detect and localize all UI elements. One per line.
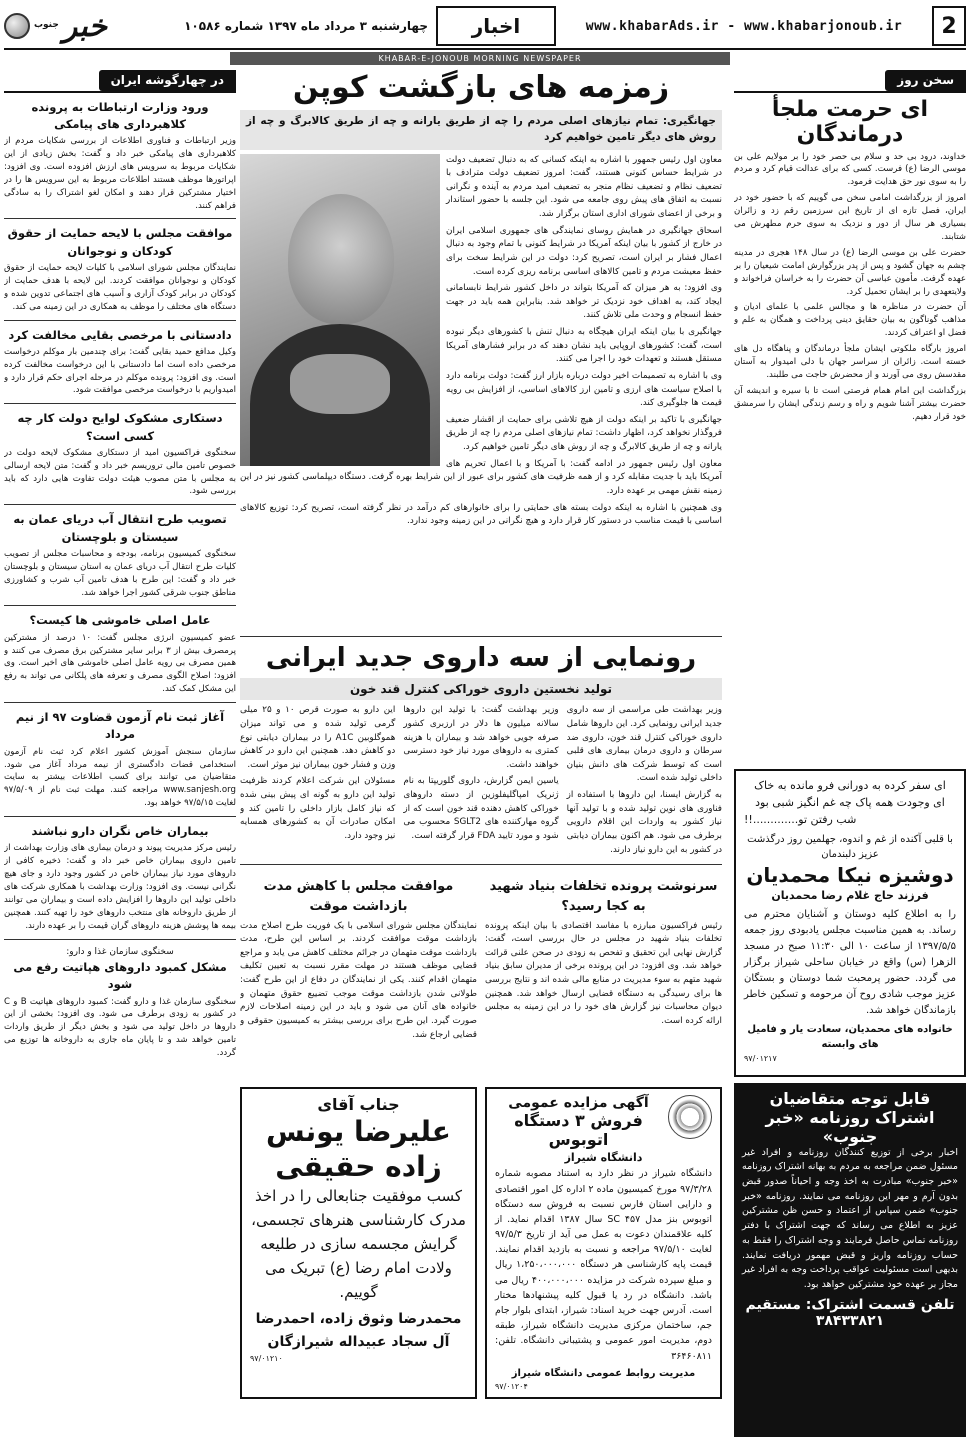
obituary-ad: [734, 769, 966, 1077]
brief-body: رئیس مرکز مدیریت پیوند و درمان بیماری های وزارت بهداشت از تامین داروی بیماران خاص خبر داد و گفت: ذخیره کافی از داروهای مورد نیاز بیماران خاص در کشور وجود دارد و جای هیچ نگرانی نیست. وی افزود: وزارت بهداشت با همکاری شرکت های داخلی تولید این داروها را افزایش داده است و بیماران می توانند از طریق داروخانه های منتخب داروهای خود را تهیه کنند. همچنین بیمه ها پوشش هزینه داروهای گران قیمت را بر عهده دارند.: [4, 843, 236, 931]
brief-title: مشکل کمبود داروهای هپاتیت رفع می شود: [13, 960, 227, 992]
paragraph: جهانگیری با بیان اینکه ایران هیچگاه به دنبال تنش با کشورهای دیگر نبوده است، گفت: کشورهای اروپایی باید نشان دهند که در برابر فشارهای آمریکا مستقل هستند و تعهدات خود را اجرا می کنند.: [446, 327, 722, 365]
congrats-salutation: جناب آقای: [317, 1095, 400, 1115]
brief-body: سخنگوی فراکسیون امید از دستکاری مشکوک لایحه دولت در خصوص تامین مالی تروریسم خبر داد و گفت: متن لایحه ارسالی به مجلس با متن مصوب هیئت دولت تفاوت هایی دارد که باید بررسی شود.: [4, 447, 236, 497]
paragraph: مسئولان این شرکت اعلام کردند ظرفیت تولید این دارو به گونه ای پیش بینی شده که نیاز کامل بازار داخلی را تامین کند و امکان صادرات آن به کشورهای همسایه نیز وجود دارد.: [240, 776, 396, 841]
paragraph: یاسین ایمن گزارش، داروی گلوریپتا به نام ژنریک امپاگلیفلوزین از دسته داروهای خوراکی کاهش دهنده قند خون است که از گروه مهارکننده های SGLT2 محسوب می شود و مورد تایید FDA قرار گرفته است.: [403, 776, 559, 841]
left-column: [4, 70, 236, 1432]
paragraph: وی افزود: به هر میزان که آمریکا بتواند در داخل کشور شرایط نابسامانی ایجاد کند، به اهداف خود نزدیک تر خواهد شد. بنابراین همه باید در جهت حفظ انسجام و وحدت ملی تلاش کنند.: [446, 283, 722, 321]
main-story: [240, 154, 722, 630]
subscription-body: اخبار برخی از توزیع کنندگان روزنامه و افراد غیر مسئول ضمن مراجعه به مردم به بهانه اشتراک روزنامه «خبر جنوب» مبادرت به اخذ وجه و احیاناً صدور قبض بدون آرم و مهر این روزنامه می نمایند. روزنامه «خبر جنوب» ضمن سپاس از اعتماد و حسن ظن مشترکین عزیز به اطلاع می رساند که جهت اشتراک با دفتر روزنامه تماس حاصل فرمایند و وجه اشتراک را فقط به حساب روزنامه واریز و قبض مهمور دریافت نمایند. بدیهی است مسئولیت عواقب پرداخت وجه به افراد غیر مجاز بر عهده خود مشترکین خواهد بود.: [742, 1146, 958, 1291]
brief-body: سخنگوی کمیسیون برنامه، بودجه و محاسبات مجلس از تصویب کلیات طرح انتقال آب دریای عمان به استان سیستان و بلوچستان خبر داد و گفت: این طرح با هدف تامین آب شرب و کشاورزی مناطق جنوب شرقی کشور اجرا خواهد شد.: [4, 548, 236, 598]
deceased-father: فرزند حاج غلام رضا محمدیان: [771, 888, 929, 902]
news-kicker: در چهارگوشه ایران: [99, 70, 236, 91]
obituary-text: را به اطلاع کلیه دوستان و آشنایان محترم می رساند. به همین مناسبت مجلس یادبودی روز جمعه ۱۳۹۷/۵/۵ از ساعت ۱۰ الی ۱۱:۳۰ صبح در مسجد الزهرا (س) واقع در خیابان ساحلی شیراز برگزار می گردد. حضور پرمحبت شما دوستان و بستگان عزیز موجب شادی روح آن مرحومه و تسکین خاطر بازماندگان خواهد شد.: [744, 908, 957, 1016]
editorial-title: ای حرمت ملجأ درماندگان: [771, 96, 929, 147]
brief-title: موافقت مجلس با لایحه حمایت از حقوق کودکان و نوجوانان: [7, 226, 233, 258]
brief-kicker: سخنگوی سازمان غذا و دارو:: [66, 946, 174, 957]
ad-code: ۹۷/۰۱۲۱۷: [744, 1053, 777, 1063]
subscription-title: قابل توجه متقاضیان اشتراک روزنامه «خبر جنوب»: [765, 1088, 935, 1146]
middle-column: [240, 70, 722, 1399]
auction-title: آگهی مزایده عمومی: [508, 1095, 649, 1112]
paragraph: جهانگیری با تاکید بر اینکه دولت از هیچ تلاشی برای حمایت از اقشار ضعیف فروگذار نخواهد کرد، اظهار داشت: تمام نیازهای اصلی مردم را چه از طریق یارانه و چه از طریق کالابرگ و چه از روش های دیگر تامین خواهیم کرد.: [446, 414, 722, 452]
page-number: 2: [932, 6, 966, 46]
drugs-subtitle: تولید نخستین داروی خوراکی کنترل قند خون: [240, 678, 722, 701]
brief-title: آغاز ثبت نام آزمون قضاوت ۹۷ از نیم مرداد: [15, 710, 225, 742]
issue-date: چهارشنبه ۳ مرداد ماه ۱۳۹۷ شماره ۱۰۵۸۶: [184, 18, 428, 33]
parliament-body: نمایندگان مجلس شورای اسلامی با یک فوریت طرح اصلاح مدت بازداشت موقت موافقت کردند. بر اساس این طرح، مدت بازداشت موقت متهمان در جرائم مختلف کاهش می یابد و مراجع قضایی موظف هستند در مهلت مقرر نسبت به تعیین تکلیف متهمان اقدام کنند. یکی از نمایندگان در دفاع از این طرح گفت: طولانی شدن بازداشت موقت موجب تضییع حقوق متهمان و خانواده های آنان می شود و باید در این زمینه اصلاحات لازم صورت گیرد. این طرح برای بررسی بیشتر به کمیسیون حقوقی و قضایی ارجاع شد.: [240, 920, 477, 1040]
brief-title: ورود وزارت ارتباطات به پرونده کلاهبرداری های پیامکی: [31, 99, 209, 131]
newspaper-logo: [4, 9, 128, 44]
paragraph: حضرت علی بن موسی الرضا (ع) در سال ۱۴۸ هجری در مدینه چشم به جهان گشود و پس از پدر بزرگوارش امامت شیعیان را بر عهده گرفت. مأمون عباسی آن حضرت را به خراسان فراخواند و ولایتعهدی را بر ایشان تحمیل کرد.: [734, 247, 966, 297]
paragraph: وی با اشاره به تصمیمات اخیر دولت درباره بازار ارز گفت: دولت برنامه دارد با اصلاح سیاست های ارزی و تامین ارز کالاهای اساسی، از افزایش بی رویه قیمت ها جلوگیری کند.: [446, 370, 722, 409]
martyr-story: [485, 871, 722, 1081]
paragraph: وزیر بهداشت گفت: با تولید این داروها سالانه میلیون ها دلار در ارزبری کشور صرفه جویی خواهد شد و بیماران با هزینه کمتری به داروهای مورد نیاز خود دسترسی خواهند داشت.: [403, 705, 559, 770]
logo-word: خبر: [62, 8, 108, 44]
drugs-body: [240, 704, 722, 858]
main-headline: زمزمه های بازگشت کوپن: [292, 70, 670, 105]
brief-body: عضو کمیسیون انرژی مجلس گفت: ۱۰ درصد از مشترکین پرمصرف بیش از ۳ برابر سایر مشترکین برق مصرف می کنند و همین مصرف بی رویه عامل اصلی خاموشی های اخیر است. وی افزود: اصلاح الگوی مصرف و تعرفه های پلکانی می تواند به رفع این مشکل کمک کند.: [4, 632, 236, 695]
section-title: اخبار: [436, 6, 556, 46]
paragraph: اسحاق جهانگیری در همایش روسای نمایندگی های جمهوری اسلامی ایران در خارج از کشور با بیان اینکه آمریکا در شرایط کنونی با تمام وجود به دنبال اعمال فشار بر ایران است، تصریح کرد: دولت در این شرایط سخت برای حفظ معیشت مردم و تامین کالاهای اساسی برنامه ریزی کرده است.: [446, 225, 722, 277]
obituary-intro: با قلبی آکنده از غم و اندوه، جهلمین روز درگذشت عزیز دلبندمان: [747, 833, 953, 861]
paragraph: به گزارش ایسنا، این داروها با استفاده از فناوری های نوین تولید شده و با تولید آنها نیاز کشور به واردات این اقلام دارویی برطرف می شود. هم اکنون بیماران دیابتی در کشور به این دارو نیاز دارند.: [566, 790, 722, 855]
brief-body: سازمان سنجش آموزش کشور اعلام کرد ثبت نام آزمون استخدامی قضات دادگستری از نیمه مرداد آغاز می شود. متقاضیان می توانند برای کسب اطلاعات بیشتر به سایت www.sanjesh.org مراجعه کنند. مهلت ثبت نام از ۹۷/۵/۰۹ لغایت ۹۷/۵/۱۵ خواهد بود.: [4, 746, 236, 809]
english-strap: KHABAR-E-JONOUB MORNING NEWSPAPER: [230, 52, 730, 65]
main-lead: جهانگیری: تمام نیازهای اصلی مردم را چه از طریق یارانه و چه از طریق کالابرگ و چه از روش های دیگر تامین خواهیم کرد: [240, 110, 722, 150]
brief-title: عامل اصلی خاموشی ها کیست؟: [29, 613, 211, 628]
auction-org: دانشگاه شیراز: [564, 1151, 643, 1165]
congratulation-ad: [240, 1087, 477, 1399]
editorial-body: [734, 151, 966, 763]
two-stories: [240, 871, 722, 1081]
congrats-signers: محمدرضا وثوق زاده، احمدرضا آل سجاد عبیداله شیرازگان: [255, 1311, 462, 1350]
brief-body: نمایندگان مجلس شورای اسلامی با کلیات لایحه حمایت از حقوق کودکان و نوجوانان موافقت کردند. این لایحه با هدف حمایت از کودکان در برابر کودک آزاری و آسیب های اجتماعی تدوین شده و دستگاه های مختلف را موظف به همکاری در این زمینه می کند.: [4, 262, 236, 312]
jahangiri-photo: [240, 154, 440, 466]
right-column: [734, 70, 966, 1437]
brief-title: بیماران خاص نگران دارو نباشند: [31, 824, 209, 839]
subscription-notice: [734, 1083, 966, 1437]
brief-body: وکیل مدافع حمید بقایی گفت: برای چندمین بار موکلم درخواست مرخصی داده است اما دادستانی با این درخواست مخالفت کرده است. وی افزود: پرونده موکلم در مرحله اجرای حکم قرار دارد و امیدواریم با درخواست مرخصی موافقت شود.: [4, 346, 236, 396]
paragraph: امروز بارگاه ملکوتی ایشان ملجأ درماندگان و پناهگاه دل های خسته است. زائران از سراسر جهان با دلی امیدوار به آستان مقدسش روی می آورند و از محضرش حاجت می طلبند.: [734, 344, 966, 380]
auction-ad: [485, 1087, 722, 1399]
paragraph: امروز از بزرگداشت امامی سخن می گوییم که با حضور خود در ایران، فصل تازه ای از تاریخ این سرزمین رقم زد و زائران بسیاری هر سال از دور و نزدیک به سوی حرم مطهرش می شتابند.: [734, 193, 966, 242]
poem-line: شب رفتن تو.............!!: [744, 812, 857, 826]
obituary-signature: خانواده های محمدیان، سعادت یار و فامیل های وابسته: [747, 1023, 953, 1051]
brief-title: دستکاری مشکوک لوایح دولت کار چه کسی است؟: [17, 411, 223, 443]
photo-face: [288, 194, 394, 324]
subscription-phone[interactable]: تلفن قسمت اشتراک: مستقیم ۳۸۴۳۳۸۲۱: [745, 1296, 955, 1329]
university-emblem-icon: [668, 1095, 712, 1139]
martyr-body: رئیس فراکسیون مبارزه با مفاسد اقتصادی با بیان اینکه پرونده تخلفات بنیاد شهید در مجلس در حال بررسی است، گفت: گزارش نهایی این تحقیق و تفحص به زودی در صحن علنی قرائت خواهد شد. وی افزود: در این پرونده برخی از مدیران سابق بنیاد شهید متهم به سوء مدیریت در منابع مالی شده اند و نتایج بررسی ها برای رسیدگی به دستگاه قضایی ارسال خواهد شد. همچنین دیوان محاسبات نیز گزارش های خود را در این زمینه به مجلس ارائه کرده است.: [485, 920, 722, 1026]
editorial: [734, 70, 966, 763]
paragraph: وزیر بهداشت طی مراسمی از سه داروی جدید ایرانی رونمایی کرد. این داروها شامل داروی خوراکی کنترل قند خون، داروی ضد سرطان و داروی درمان بیماری های قلبی است که توسط شرکت های دانش بنیان داخلی تولید شده است.: [566, 705, 722, 784]
paragraph: خداوند، درود بی حد و سلام بی حصر خود را بر مولایم علی بن موسی الرضا (ع) فرست. کسی که برای عدالت قیام کرد و مردم را به سوی نور حق هدایت فرمود.: [734, 151, 966, 188]
congrats-text: کسب موفقیت جنابعالی را در اخذ مدرک کارشناسی هنرهای تجسمی، گرایش مجسمه سازی در طلیعه ولادت امام رضا (ع) تبریک می گوییم.: [251, 1187, 466, 1302]
ads-row: [240, 1087, 722, 1399]
brief-title: تصویب طرح انتقال آب دریای عمان به سیستان و بلوچستان: [13, 512, 227, 544]
congrats-name: علیرضا یونس زاده حقیقی: [266, 1115, 451, 1184]
martyr-title: سرنوشت پرونده تخلفات بنیاد شهید به کجا رسید؟: [489, 879, 718, 915]
logo-sub: جنوب: [34, 20, 59, 31]
masthead: [4, 4, 966, 50]
brief-body: سخنگوی سازمان غذا و دارو گفت: کمبود داروهای هپاتیت B و C در کشور به زودی برطرف می شود. وی افزود: بخشی از این داروها در داخل تولید می شود و بخش دیگر از طریق واردات تامین خواهد شد و تا پایان ماه جاری به داروخانه ها توزیع می گردد.: [4, 996, 236, 1059]
paragraph: وی همچنین با اشاره به اینکه دولت بسته های حمایتی را برای خانوارهای کم درآمد در نظر گرفته است، تصریح کرد: توزیع کالاهای اساسی با قیمت مناسب در دستور کار قرار دارد و هیچ نگرانی در این زمینه وجود ندارد.: [240, 502, 722, 527]
deceased-name: دوشیزه نیکا محمدیان: [746, 862, 954, 887]
auction-signature: مدیریت روابط عمومی دانشگاه شیراز: [511, 1367, 696, 1379]
drugs-headline: رونمایی از سه داروی جدید ایرانی: [265, 642, 697, 673]
globe-icon: [4, 13, 30, 39]
website-urls[interactable]: www.khabarAds.ir - www.khabarjonoub.ir: [585, 18, 903, 34]
paragraph: معاون اول رئیس جمهور در ادامه گفت: با آمریکا و با اعمال تحریم های آمریکا باید با جدیت مقابله کرد و از همه ظرفیت های کشور برای عبور از این شرایط بهره گرفت. دستگاه دیپلماسی کشور نیز در این زمینه نقش مهمی بر عهده دارد.: [240, 458, 722, 496]
photo-hands: [290, 354, 390, 414]
news-briefs: [4, 99, 236, 1060]
paragraph: آن حضرت در مناظره ها و مجالس علمی با علمای ادیان و مذاهب گوناگون به بیان حقایق دینی پرداخت و همگان به علم و فضل او اعتراف کردند.: [734, 302, 966, 339]
paragraph: بزرگداشت این امام همام فرصتی است تا با سیره و اندیشه آن حضرت بیشتر آشنا شویم و راه و رسم زندگی ایشان را سرمشق خود قرار دهیم.: [734, 385, 966, 422]
parliament-story: [240, 871, 477, 1081]
auction-body: دانشگاه شیراز در نظر دارد به استناد مصوبه شماره ۹۷/۳/۲۸ مورخ کمیسیون ماده ۲ اداره کل امور اقتصادی و دارایی استان فارس نسبت به فروش سه دستگاه اتوبوس بنز مدل ۴۵۷ SC سال ۱۳۸۷ اقدام نماید. از کلیه علاقمندان دعوت به عمل می آید از تاریخ ۹۷/۵/۳ لغایت ۹۷/۵/۱۰ مراجعه و نسبت به بازدید اقدام نمایند. قیمت پایه کارشناسی هر دستگاه ۱،۲۵۰،۰۰۰،۰۰۰ ریال و مبلغ سپرده شرکت در مزایده ۴۰۰،۰۰۰،۰۰۰ ریال می باشد. دانشگاه در رد یا قبول کلیه پیشنهادها مختار است. آدرس جهت خرید اسناد: شیراز، ابتدای بلوار جام جم، ساختمان مرکزی مدیریت دانشگاه شیراز، طبقه دوم، مدیریت امور عمومی و پشتیبانی دانشگاه. تلفن: ۳۶۴۶۰۸۱۱: [495, 1168, 713, 1362]
ad-code: ۹۷/۰۱۲۱۰: [250, 1354, 283, 1364]
paragraph: این دارو به صورت قرص ۱۰ و ۲۵ میلی گرمی تولید شده و می تواند میزان هموگلوبین A1C را در بیماران دیابتی نوع دو کاهش دهد. همچنین این دارو در کاهش وزن و فشار خون بیماران نیز موثر است.: [240, 705, 396, 770]
poem-line: ای وجودت همه پاک چه غم انگیز شبی بود: [755, 795, 945, 809]
paragraph: معاون اول رئیس جمهور با اشاره به اینکه کسانی که به دنبال تضعیف دولت در شرایط حساس کنونی هستند، گفت: امروز تضعیف دولت مترادف با تضعیف نظام و تضعیف نظام منجر به تضعیف امید مردم به آینده و نگرانی نسبت به اتفاق های پیش روی جامعه می شود. این جلسه با حضور استاندار و برخی از اعضای شورای اداری استان برگزار شد.: [446, 154, 722, 219]
poem-line: ای سفر کرده به دورانی فرو مانده به خاک: [754, 778, 946, 792]
auction-subtitle: فروش ۳ دستگاه اتوبوس: [514, 1111, 643, 1150]
editorial-kicker: سخن روز: [885, 70, 966, 91]
ad-code: ۹۷/۰۱۲۰۴: [495, 1382, 528, 1392]
brief-title: دادستانی با مرخصی بقایی مخالفت کرد: [8, 327, 232, 342]
brief-body: وزیر ارتباطات و فناوری اطلاعات از بررسی شکایات مردم از کلاهبرداری های پیامکی خبر داد و گفت: بخش زیادی از این شکایات مربوط به سرویس های ارزش افزوده است. وی افزود: اپراتورها موظف هستند اطلاعات مربوط به این سرویس ها را در اختیار مشترکین قرار دهند و امکان لغو اشتراک را به سادگی فراهم کنند.: [4, 136, 236, 211]
parliament-title: موافقت مجلس با کاهش مدت بازداشت موقت: [263, 879, 454, 915]
